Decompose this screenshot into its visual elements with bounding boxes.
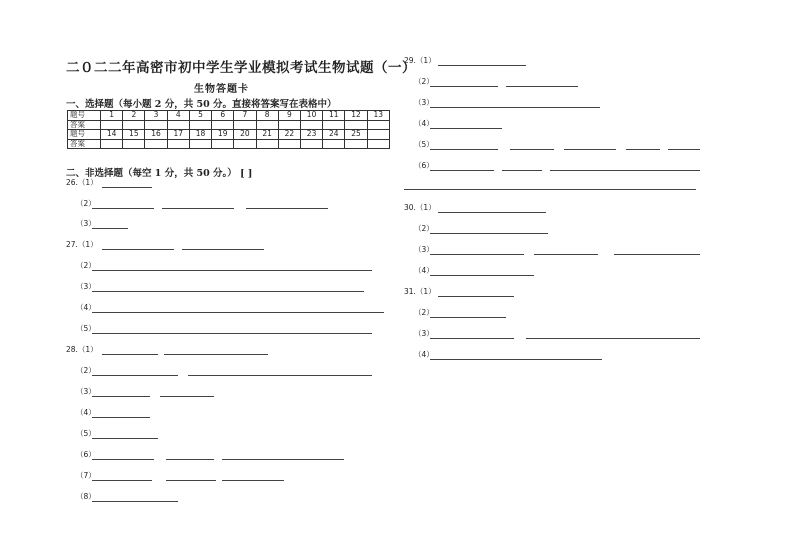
question-label: （2） xyxy=(414,308,434,317)
question-label: （3） xyxy=(414,98,434,107)
answer-cell[interactable] xyxy=(167,120,189,130)
table-cell: 6 xyxy=(212,111,234,121)
answer-blank[interactable] xyxy=(430,359,602,360)
section-nonchoice-title: 二、非选择题（每空 1 分，共 50 分。） xyxy=(66,168,237,179)
table-cell: 2 xyxy=(123,111,145,121)
answer-blank[interactable] xyxy=(222,480,284,481)
answer-blank[interactable] xyxy=(92,228,128,229)
answer-cell[interactable] xyxy=(278,120,300,130)
answer-blank[interactable] xyxy=(404,189,696,190)
answer-blank[interactable] xyxy=(430,338,514,339)
answer-blank[interactable] xyxy=(92,312,384,313)
table-row xyxy=(68,111,390,121)
table-row xyxy=(68,130,390,140)
question-label: 27.（1） xyxy=(66,240,98,249)
table-cell: 4 xyxy=(167,111,189,121)
question-label: （6） xyxy=(76,450,96,459)
answer-blank[interactable] xyxy=(92,459,154,460)
question-label: （8） xyxy=(76,492,96,501)
answer-cell[interactable] xyxy=(145,120,167,130)
answer-cell[interactable] xyxy=(212,120,234,130)
answer-blank[interactable] xyxy=(102,249,174,250)
question-label: （5） xyxy=(76,324,96,333)
answer-cell[interactable] xyxy=(300,120,322,130)
answer-cell[interactable] xyxy=(323,120,345,130)
answer-blank[interactable] xyxy=(430,317,506,318)
answer-cell[interactable] xyxy=(367,120,389,130)
table-cell: 10 xyxy=(300,111,322,121)
question-label: 26.（1） xyxy=(66,178,98,187)
table-label: 题号 xyxy=(68,111,101,121)
answer-blank[interactable] xyxy=(614,254,700,255)
answer-blank[interactable] xyxy=(534,254,598,255)
answer-blank[interactable] xyxy=(438,65,526,66)
answer-blank[interactable] xyxy=(430,254,524,255)
question-label: （3） xyxy=(76,219,96,228)
question-label: 28.（1） xyxy=(66,345,98,354)
answer-blank[interactable] xyxy=(626,149,660,150)
answer-blank[interactable] xyxy=(526,338,700,339)
table-cell: 5 xyxy=(189,111,211,121)
table-cell: 15 xyxy=(123,130,145,140)
answer-sheet-subtitle: 生物答题卡 xyxy=(194,84,249,95)
question-label: （4） xyxy=(414,119,434,128)
section-nonchoice-heading xyxy=(66,165,252,179)
question-label: 29.（1） xyxy=(404,56,436,65)
answer-blank[interactable] xyxy=(92,438,158,439)
answer-blank[interactable] xyxy=(188,375,372,376)
answer-cell[interactable] xyxy=(189,139,211,149)
answer-blank[interactable] xyxy=(92,375,178,376)
table-cell: 23 xyxy=(300,130,322,140)
table-cell: 13 xyxy=(367,111,389,121)
answer-cell[interactable] xyxy=(234,120,256,130)
answer-blank[interactable] xyxy=(92,396,150,397)
answer-blank[interactable] xyxy=(166,459,214,460)
answer-blank[interactable] xyxy=(182,249,264,250)
answer-cell[interactable] xyxy=(145,139,167,149)
answer-cell[interactable] xyxy=(234,139,256,149)
section-nonchoice-note: [ ] xyxy=(240,168,253,179)
table-cell: 20 xyxy=(234,130,256,140)
answer-blank[interactable] xyxy=(92,270,372,271)
answer-blank[interactable] xyxy=(430,107,600,108)
question-label: （5） xyxy=(414,140,434,149)
table-cell: 7 xyxy=(234,111,256,121)
answer-blank[interactable] xyxy=(430,233,548,234)
table-cell: 9 xyxy=(278,111,300,121)
answer-blank[interactable] xyxy=(506,86,578,87)
answer-blank[interactable] xyxy=(430,128,502,129)
question-label: （4） xyxy=(76,408,96,417)
answer-cell[interactable] xyxy=(300,139,322,149)
table-cell: 8 xyxy=(256,111,278,121)
question-label: （2） xyxy=(76,261,96,270)
answer-blank[interactable] xyxy=(438,296,514,297)
question-label: （3） xyxy=(414,329,434,338)
table-cell: 17 xyxy=(167,130,189,140)
table-label: 题号 xyxy=(68,130,101,140)
answer-cell[interactable] xyxy=(189,120,211,130)
table-cell: 24 xyxy=(323,130,345,140)
answer-blank[interactable] xyxy=(162,208,234,209)
answer-cell[interactable] xyxy=(256,120,278,130)
answer-blank[interactable] xyxy=(92,480,152,481)
answer-cell[interactable] xyxy=(212,139,234,149)
answer-blank[interactable] xyxy=(564,149,616,150)
question-label: （4） xyxy=(414,350,434,359)
answer-cell[interactable] xyxy=(101,120,123,130)
table-cell: 25 xyxy=(345,130,367,140)
table-cell: 21 xyxy=(256,130,278,140)
table-label: 答案 xyxy=(68,120,101,130)
question-label: 30.（1） xyxy=(404,203,436,212)
section-choice-heading: 一、选择题（每小题 2 分，共 50 分。直接将答案写在表格中） xyxy=(66,99,337,110)
answer-cell[interactable] xyxy=(123,120,145,130)
answer-blank[interactable] xyxy=(430,86,498,87)
question-label: （4） xyxy=(414,266,434,275)
answer-cell[interactable] xyxy=(256,139,278,149)
answer-cell[interactable] xyxy=(345,120,367,130)
question-label: （2） xyxy=(414,224,434,233)
answer-cell[interactable] xyxy=(123,139,145,149)
answer-blank[interactable] xyxy=(92,208,154,209)
answer-table xyxy=(67,110,390,149)
answer-blank[interactable] xyxy=(430,149,498,150)
table-cell: 22 xyxy=(278,130,300,140)
answer-blank[interactable] xyxy=(166,480,216,481)
table-cell: 18 xyxy=(189,130,211,140)
answer-blank[interactable] xyxy=(222,459,344,460)
answer-blank[interactable] xyxy=(668,149,700,150)
question-label: 31.（1） xyxy=(404,287,436,296)
question-label: （2） xyxy=(414,77,434,86)
table-cell: 12 xyxy=(345,111,367,121)
answer-blank[interactable] xyxy=(550,170,700,171)
answer-cell[interactable] xyxy=(167,139,189,149)
answer-cell[interactable] xyxy=(345,139,367,149)
table-cell xyxy=(367,130,389,140)
table-cell: 3 xyxy=(145,111,167,121)
answer-blank[interactable] xyxy=(246,208,328,209)
answer-blank[interactable] xyxy=(102,187,152,188)
answer-cell[interactable] xyxy=(101,139,123,149)
table-cell: 11 xyxy=(323,111,345,121)
question-label: （6） xyxy=(414,161,434,170)
answer-cell[interactable] xyxy=(367,139,389,149)
answer-cell[interactable] xyxy=(278,139,300,149)
question-label: （5） xyxy=(76,429,96,438)
answer-blank[interactable] xyxy=(92,291,364,292)
page-title: 二０二二年高密市初中学生学业模拟考试生物试题（一） xyxy=(66,60,416,76)
answer-blank[interactable] xyxy=(102,354,158,355)
answer-blank[interactable] xyxy=(502,170,542,171)
question-label: （7） xyxy=(76,471,96,480)
table-label: 答案 xyxy=(68,139,101,149)
table-row xyxy=(68,120,390,130)
answer-blank[interactable] xyxy=(510,149,554,150)
table-row xyxy=(68,139,390,149)
answer-blank[interactable] xyxy=(430,275,534,276)
question-label: （2） xyxy=(76,366,96,375)
table-cell: 14 xyxy=(101,130,123,140)
question-label: （3） xyxy=(76,282,96,291)
answer-blank[interactable] xyxy=(92,417,150,418)
table-cell: 19 xyxy=(212,130,234,140)
question-label: （4） xyxy=(76,303,96,312)
answer-blank[interactable] xyxy=(164,354,268,355)
answer-blank[interactable] xyxy=(92,333,372,334)
table-cell: 1 xyxy=(101,111,123,121)
answer-blank[interactable] xyxy=(438,212,546,213)
answer-blank[interactable] xyxy=(160,396,214,397)
answer-blank[interactable] xyxy=(430,170,494,171)
question-label: （2） xyxy=(76,199,96,208)
answer-blank[interactable] xyxy=(92,501,178,502)
table-cell: 16 xyxy=(145,130,167,140)
question-label: （3） xyxy=(414,245,434,254)
answer-cell[interactable] xyxy=(323,139,345,149)
question-label: （3） xyxy=(76,387,96,396)
